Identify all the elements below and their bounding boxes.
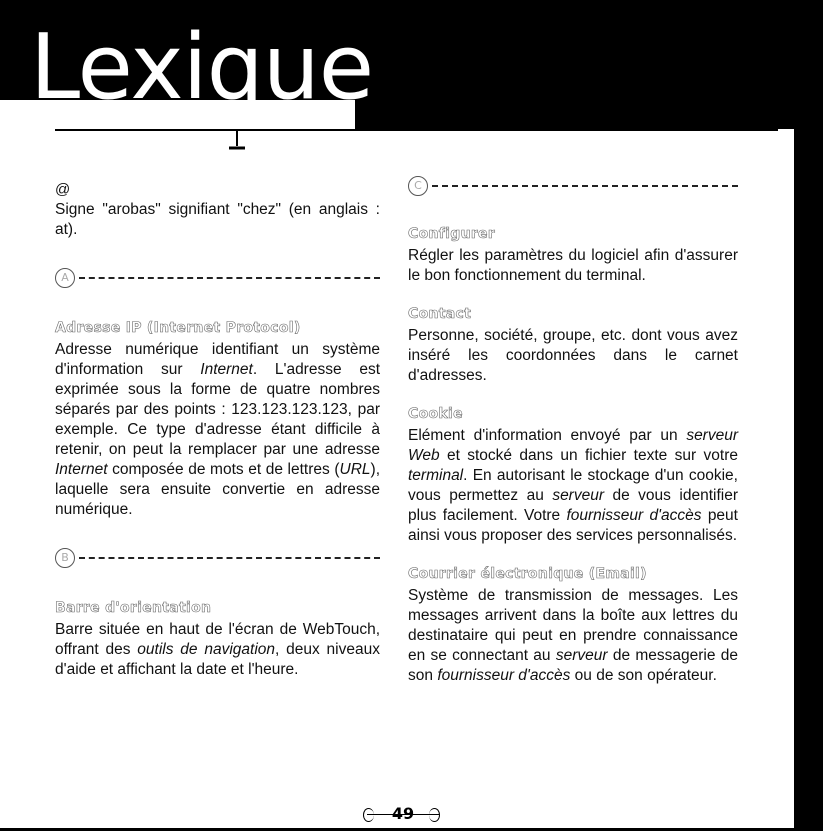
section-c-letter: C [408,176,428,196]
section-b-letter: B [55,548,75,568]
definition-configurer: Régler les paramètres du logiciel afin d'assurer le bon fonctionnement du terminal. [408,247,738,284]
header-rule [55,129,778,131]
at-symbol-term: @ [55,181,71,198]
section-a-letter: A [55,268,75,288]
page-number: 49 [391,804,415,823]
term-adresse-ip: Adresse IP (Internet Protocol) [55,320,301,336]
section-c-header [408,172,738,200]
term-contact: Contact [408,306,472,322]
definition-adresse-ip: Adresse numérique identifiant un système d'information sur Internet. L'adresse est exprimée sous la forme de quatre nombres séparés par des points : 123.123.123.123, par exemple. Ce type d'adresse étant difficile à retenir, on peut la remplacer par une adresse Internet composée de mots et de lettres (URL), laquelle sera ensuite convertie en adresse numérique. [55,341,380,518]
page-title: Lexique [30,15,374,120]
term-barre-orientation: Barre d'orientation [55,600,212,616]
section-a-header [55,264,380,292]
left-column [55,176,380,680]
term-configurer: Configurer [408,226,496,242]
at-definition: Signe "arobas" signifiant "chez" (en anglais : at). [55,201,380,238]
definition-contact: Personne, société, groupe, etc. dont vous avez inséré les coordonnées dans le carnet d'adresses. [408,327,738,384]
header-black-band-right [355,100,823,129]
section-divider [432,185,738,187]
term-cookie: Cookie [408,406,463,422]
section-divider [79,557,380,559]
right-column [408,176,738,686]
section-divider [79,277,380,279]
definition-cookie: Elément d'information envoyé par un serveur Web et stocké dans un fichier texte sur votre terminal. En autorisant le stockage d'un cookie, vous permettez au serveur de vous identifier plus facilement. Votre fournisseur d'accès peut ainsi vous proposer des services personnalisés. [408,427,738,544]
definition-courrier-electronique: Système de transmission de messages. Les messages arrivent dans la boîte aux lettres du destinataire qui peut en prendre connaissance en se connectant au serveur de messagerie de son fournisseur d'accès ou de son opérateur. [408,587,738,684]
tick-mark-icon [227,130,247,154]
right-edge-bar [794,100,823,831]
header [0,0,823,130]
term-courrier-electronique: Courrier électronique (Email) [408,566,647,582]
section-b-header [55,544,380,572]
definition-barre-orientation: Barre située en haut de l'écran de WebTouch, offrant des outils de navigation, deux niveaux d'aide et affichant la date et l'heure. [55,621,380,678]
